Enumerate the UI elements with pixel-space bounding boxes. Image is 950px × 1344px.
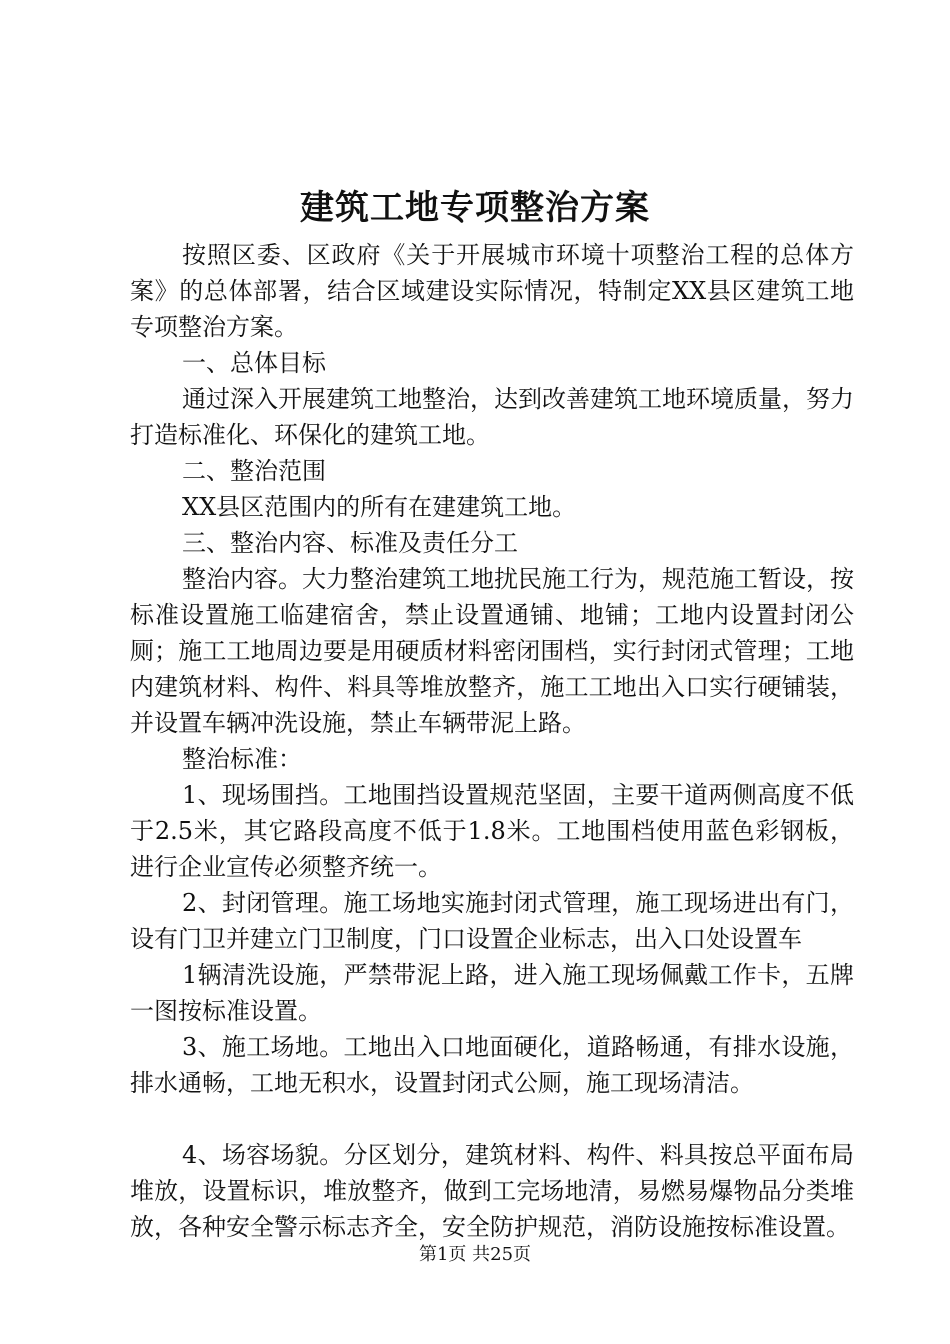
list-item-site-ground: 3、施工场地。工地出入口地面硬化，道路畅通，有排水设施，排水通畅，工地无积水，设置封闭式公厕，施工现场清洁。 [130, 1033, 854, 1097]
heading-scope: 二、整治范围 [182, 457, 326, 485]
paragraph-scope: XX县区范围内的所有在建建筑工地。 [182, 493, 577, 521]
list-item-site-appearance: 4、场容场貌。分区划分，建筑材料、构件、料具按总平面布局堆放，设置标识，堆放整齐，做到工完场地清，易燃易爆物品分类堆放，各种安全警示标志齐全，安全防护规范，消防设施按标准设置。 [130, 1141, 854, 1241]
paragraph-content: 整治内容。大力整治建筑工地扰民施工行为，规范施工暂设，按标准设置施工临建宿舍，禁止设置通铺、地铺；工地内设置封闭公厕；施工工地周边要是用硬质材料密闭围档，实行封闭式管理；工地内建筑材料、构件、料具等堆放整齐，施工工地出入口实行硬铺装，并设置车辆冲洗设施，禁止车辆带泥上路。 [130, 565, 854, 737]
heading-content-standards: 三、整治内容、标准及责任分工 [182, 529, 518, 557]
document-body [130, 237, 854, 1245]
paragraph-intro: 按照区委、区政府《关于开展城市环境十项整治工程的总体方案》的总体部署，结合区域建设实际情况，特制定XX县区建筑工地专项整治方案。 [130, 241, 854, 341]
page-number: 第1页 共25页 [418, 1244, 532, 1265]
paragraph-overall-goal: 通过深入开展建筑工地整治，达到改善建筑工地环境质量，努力打造标准化、环保化的建筑工地。 [130, 385, 854, 449]
heading-standards: 整治标准： [182, 745, 302, 773]
document-title: 建筑工地专项整治方案 [300, 188, 650, 228]
list-item-enclosure: 1、现场围挡。工地围挡设置规范坚固，主要干道两侧高度不低于2.5米，其它路段高度不低于1.8米。工地围档使用蓝色彩钢板，进行企业宣传必须整齐统一。 [130, 781, 854, 881]
list-item-closed-management: 2、封闭管理。施工场地实施封闭式管理，施工现场进出有门，设有门卫并建立门卫制度，门口设置企业标志，出入口处设置车 [130, 889, 854, 953]
list-item-vehicle-cleaning: 1辆清洗设施，严禁带泥上路，进入施工现场佩戴工作卡，五牌一图按标准设置。 [130, 961, 854, 1025]
heading-overall-goal: 一、总体目标 [182, 349, 326, 377]
